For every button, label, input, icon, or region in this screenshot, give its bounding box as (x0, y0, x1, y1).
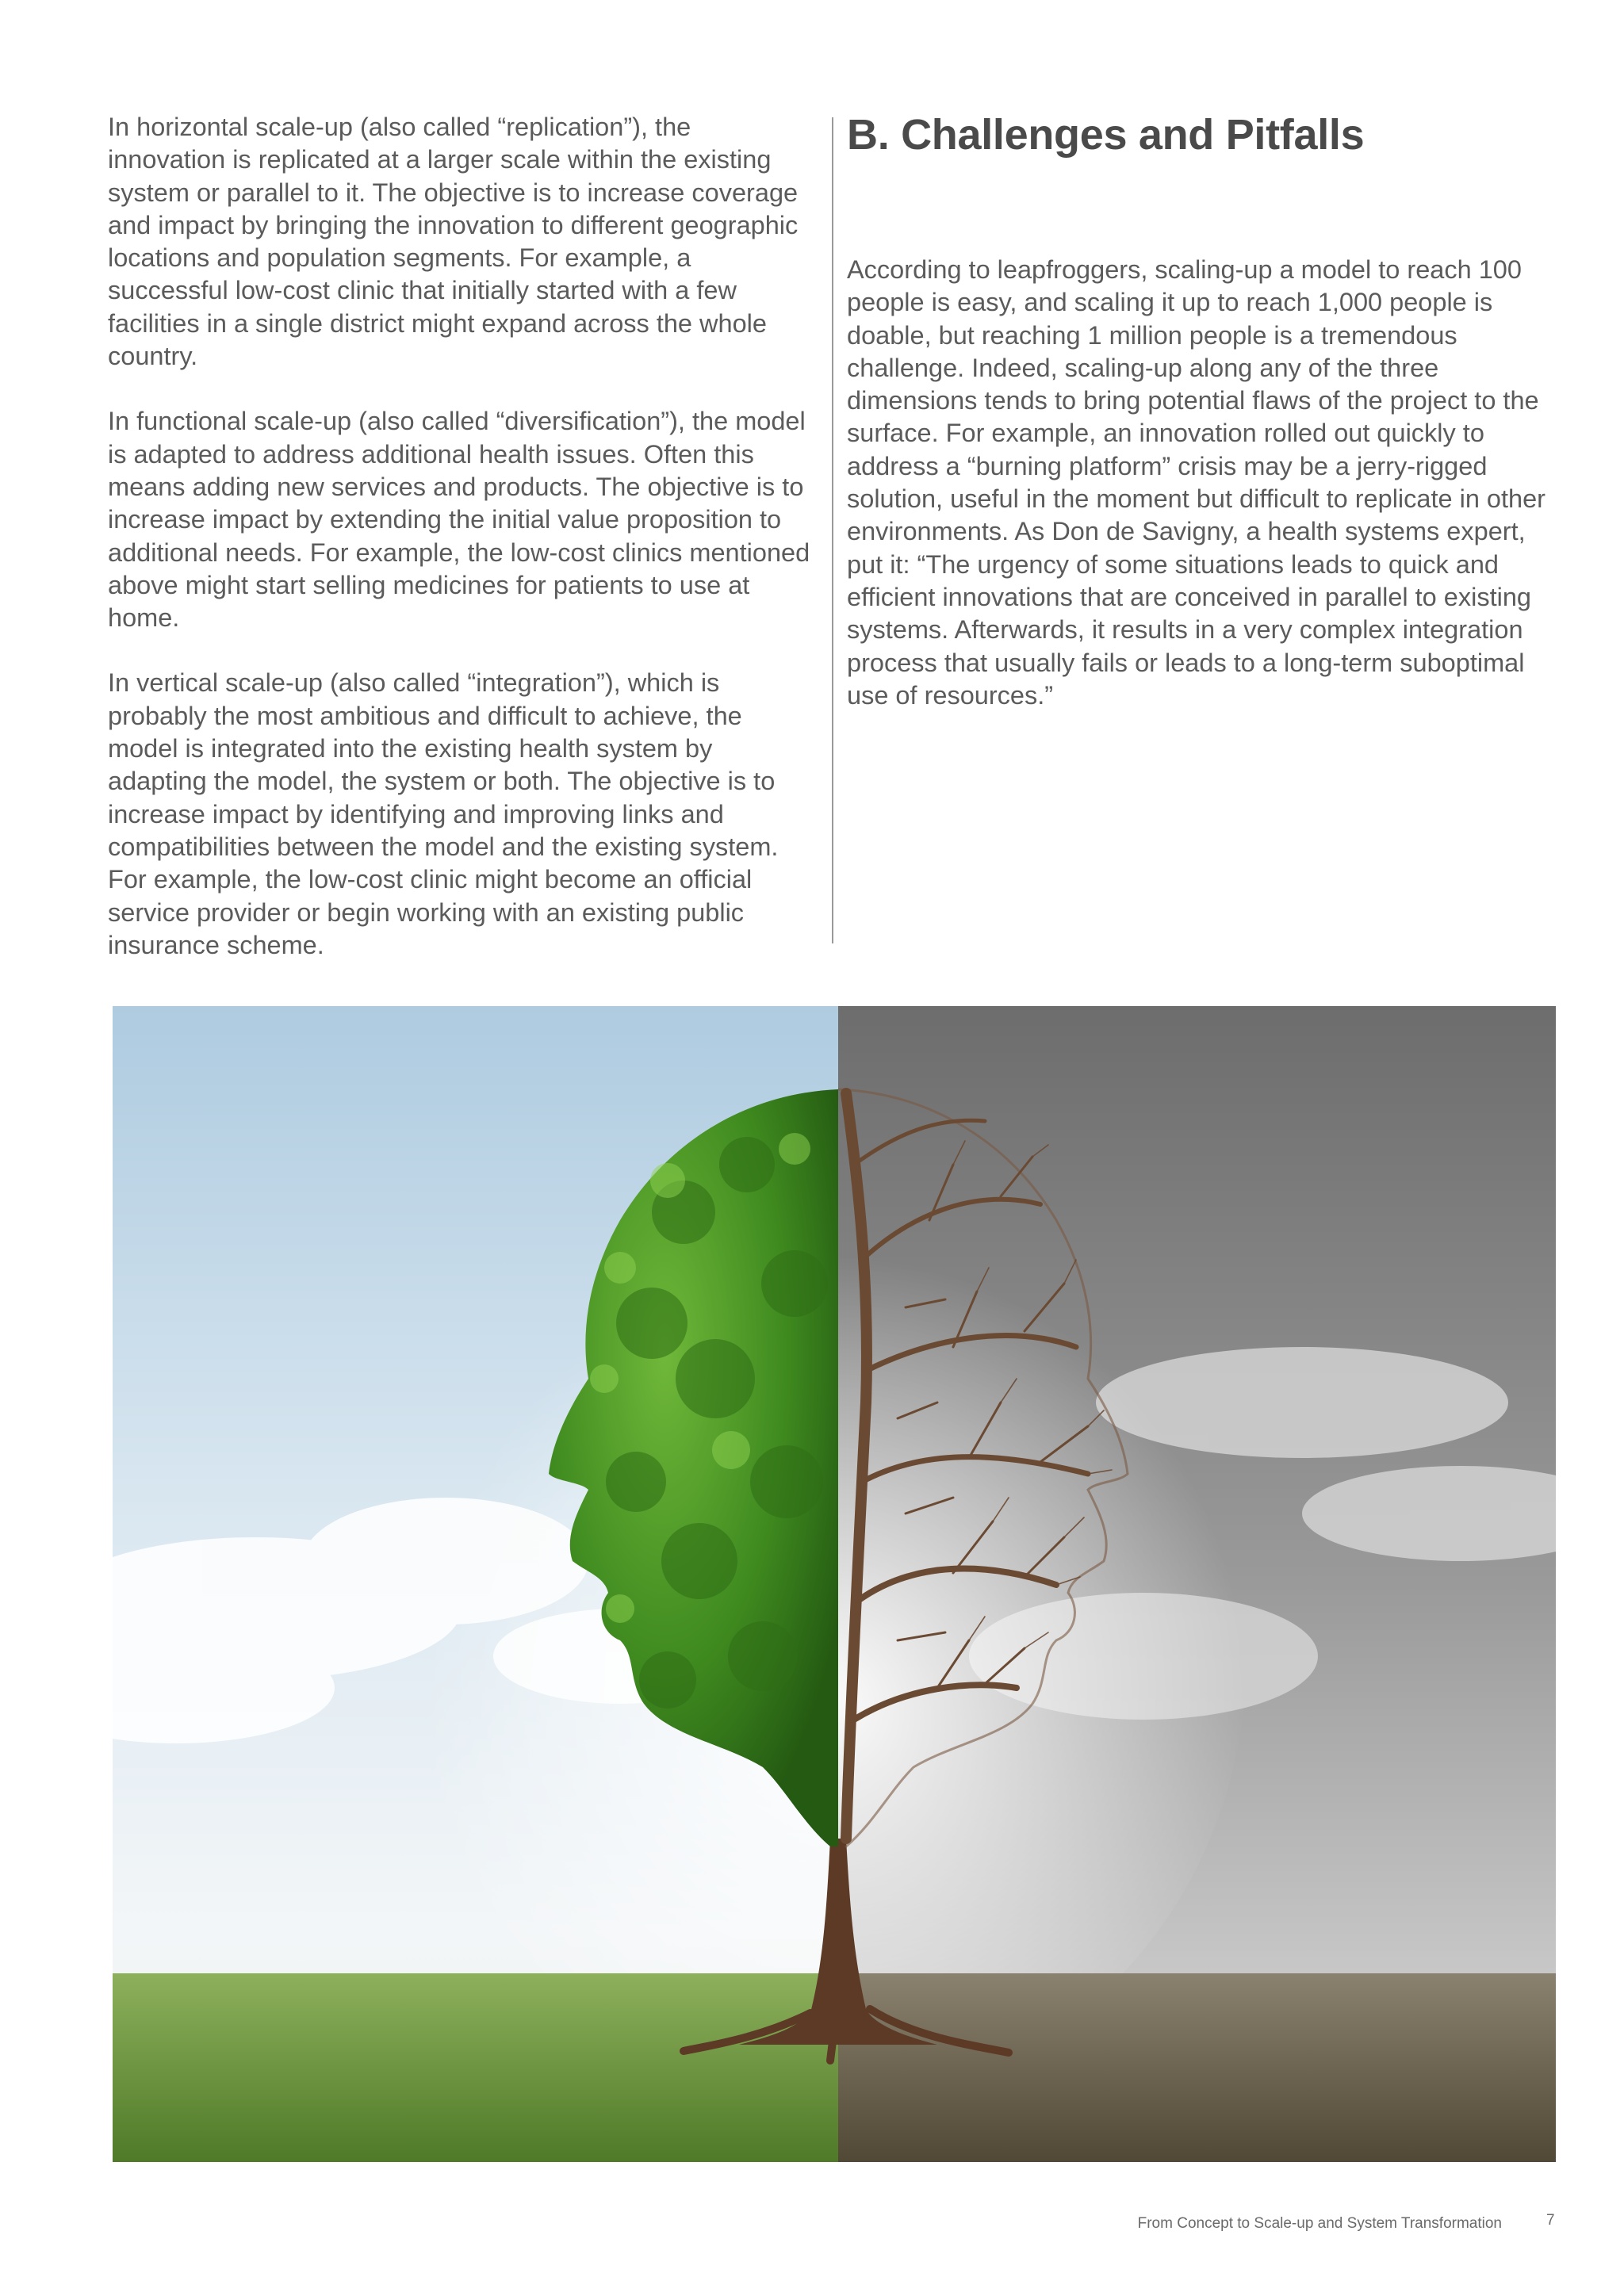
page-number: 7 (1546, 2212, 1555, 2229)
paragraph-challenges: According to leapfroggers, scaling-up a model to reach 100 people is easy, and scaling it up to reach 1,000 people is doable, but reaching 1 million people is a tremendous challenge. Indeed, scaling-up along any of the three dimensions tends to bring potential flaws of the project to the surface. For example, an innovation rolled out quickly to address a “burning platform” crisis may be a jerry-rigged solution, useful in the moment but difficult to replicate in other environments. As Don de Savigny, a health systems expert, put it: “The urgency of some situations leads to quick and efficient innovations that are conceived in parallel to existing systems. Afterwards, it results in a very complex integration process that usually fails or leads to a long-term suboptimal use of resources.” (847, 255, 1546, 710)
right-column (847, 109, 1561, 712)
paragraph-vertical-scale-up: In vertical scale-up (also called “integration”), which is probably the most ambitious and difficult to achieve, the model is integrated into the existing health system by adapting the model, the system or both. The objective is to increase impact by identifying and improving links and compatibilities between the model and the existing system. For example, the low-cost clinic might become an official service provider or begin working with an existing public insurance scheme. (108, 668, 779, 959)
section-heading: B. Challenges and Pitfalls (847, 111, 1365, 159)
dead-grass (838, 1973, 1556, 2162)
paragraph-functional-scale-up: In functional scale-up (also called “diversification”), the model is adapted to address additional health issues. Often this means adding new services and products. The objective is to increase impact by extending the initial value proposition to additional needs. For example, the low-cost clinics mentioned above might start selling medicines for patients to use at home. (108, 407, 810, 633)
paragraph-horizontal-scale-up: In horizontal scale-up (also called “replication”), the innovation is replicated at a larger scale within the existing system or parallel to it. The objective is to increase coverage and impact by bringing the innovation to different geographic locations and population segments. For example, a successful low-cost clinic that initially started with a few facilities in a single district might expand across the whole country. (108, 113, 799, 371)
column-divider (832, 117, 833, 943)
footer-document-title: From Concept to Scale-up and System Transformation (1137, 2215, 1502, 2232)
left-column (108, 111, 814, 994)
green-grass (113, 1973, 838, 2162)
tree-head-illustration (113, 1006, 1556, 2162)
